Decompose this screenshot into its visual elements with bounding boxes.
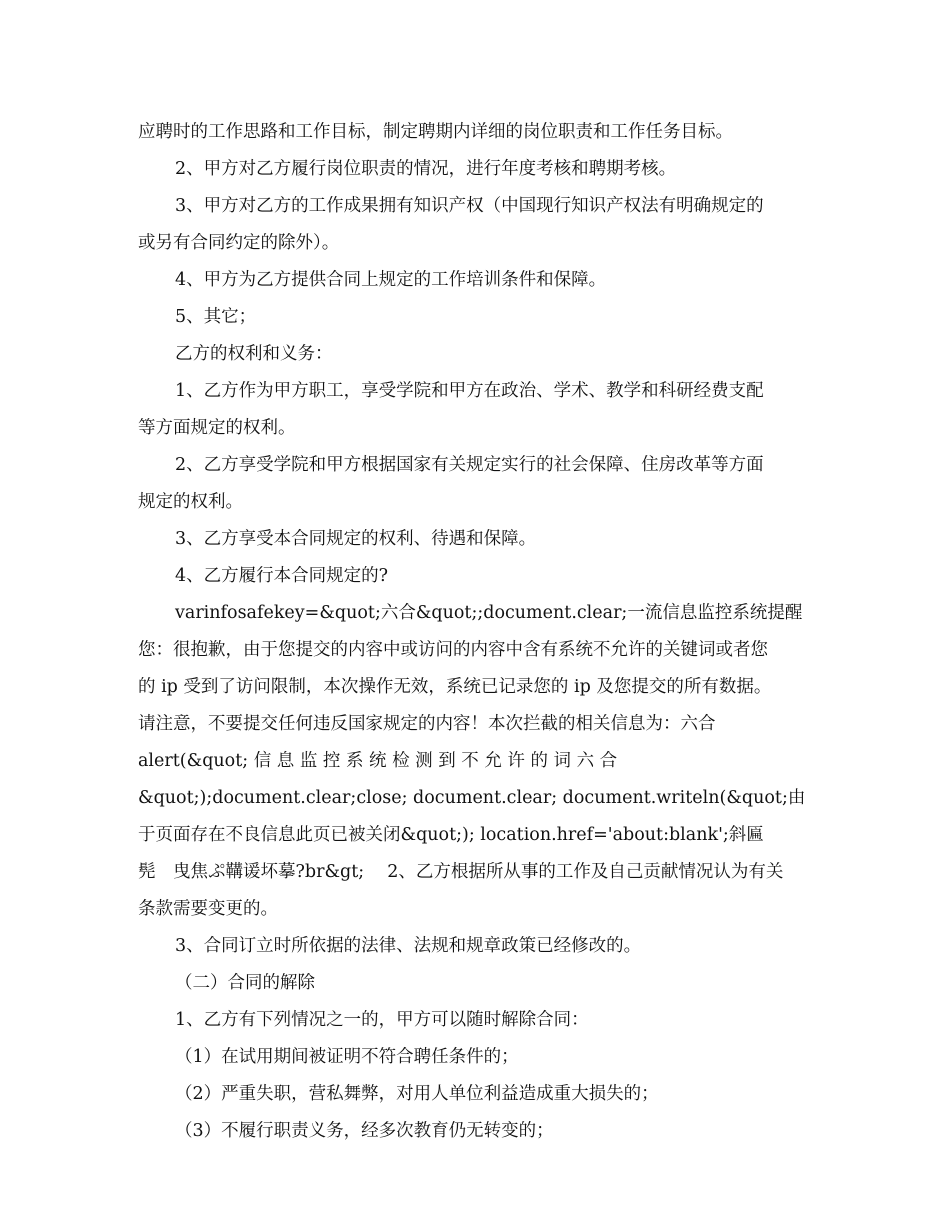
text-line: 5、其它； (175, 307, 257, 327)
text-line: 请注意，不要提交任何违反国家规定的内容！本次拦截的相关信息为：六合 (138, 714, 716, 734)
list-item: （2）严重失职，营私舞弊，对用人单位利益造成重大损失的； (175, 1084, 659, 1104)
text-line: alert(&quot; 信 息 监 控 系 统 检 测 到 不 允 许 的 词 六 合 (138, 751, 618, 771)
text-line: 1、乙方有下列情况之一的，甲方可以随时解除合同： (175, 1010, 589, 1030)
text-line: 或另有合同约定的除外）。 (138, 233, 340, 253)
text-line: 2、甲方对乙方履行岗位职责的情况，进行年度考核和聘期考核。 (175, 159, 677, 179)
text-line: 4、乙方履行本合同规定的? (175, 566, 389, 586)
section-heading: 乙方的权利和义务： (175, 344, 333, 364)
text-line: 您：很抱歉，由于您提交的内容中或访问的内容中含有系统不允许的关键词或者您 (138, 640, 768, 660)
text-line: 应聘时的工作思路和工作目标，制定聘期内详细的岗位职责和工作任务目标。 (138, 122, 733, 142)
text-line: 4、甲方为乙方提供合同上规定的工作培训条件和保障。 (175, 270, 607, 290)
text-line: 的 ip 受到了访问限制，本次操作无效，系统已记录您的 ip 及您提交的所有数据。 (138, 677, 772, 697)
document-body (138, 114, 812, 1150)
section-heading: （二）合同的解除 (175, 973, 315, 993)
list-item: （1）在试用期间被证明不符合聘任条件的； (175, 1047, 519, 1067)
text-line: 3、乙方享受本合同规定的权利、待遇和保障。 (175, 529, 537, 549)
text-line: 条款需要变更的。 (138, 899, 278, 919)
text-line: 3、合同订立时所依据的法律、法规和规章政策已经修改的。 (175, 936, 642, 956)
text-line: 髡 曳焦ぷ鞲谖坏摹?br&gt; 2、乙方根据所从事的工作及自己贡献情况认为有关 (138, 862, 784, 882)
list-item: （3）不履行职责义务，经多次教育仍无转变的； (175, 1121, 554, 1141)
text-line: &quot;);document.clear;close; document.clear; document.writeln(&quot;由 (138, 788, 806, 808)
text-line: varinfosafekey=&quot;六合&quot;;document.clear;一流信息监控系统提醒 (175, 603, 803, 623)
text-line: 于页面存在不良信息此页已被关闭&quot;); location.href='about:blank';斜匾 (138, 825, 764, 845)
text-line: 2、乙方享受学院和甲方根据国家有关规定实行的社会保障、住房改革等方面 (175, 455, 764, 475)
text-line: 3、甲方对乙方的工作成果拥有知识产权（中国现行知识产权法有明确规定的 (175, 196, 764, 216)
text-line: 等方面规定的权利。 (138, 418, 296, 438)
text-line: 规定的权利。 (138, 492, 243, 512)
text-line: 1、乙方作为甲方职工，享受学院和甲方在政治、学术、教学和科研经费支配 (175, 381, 764, 401)
